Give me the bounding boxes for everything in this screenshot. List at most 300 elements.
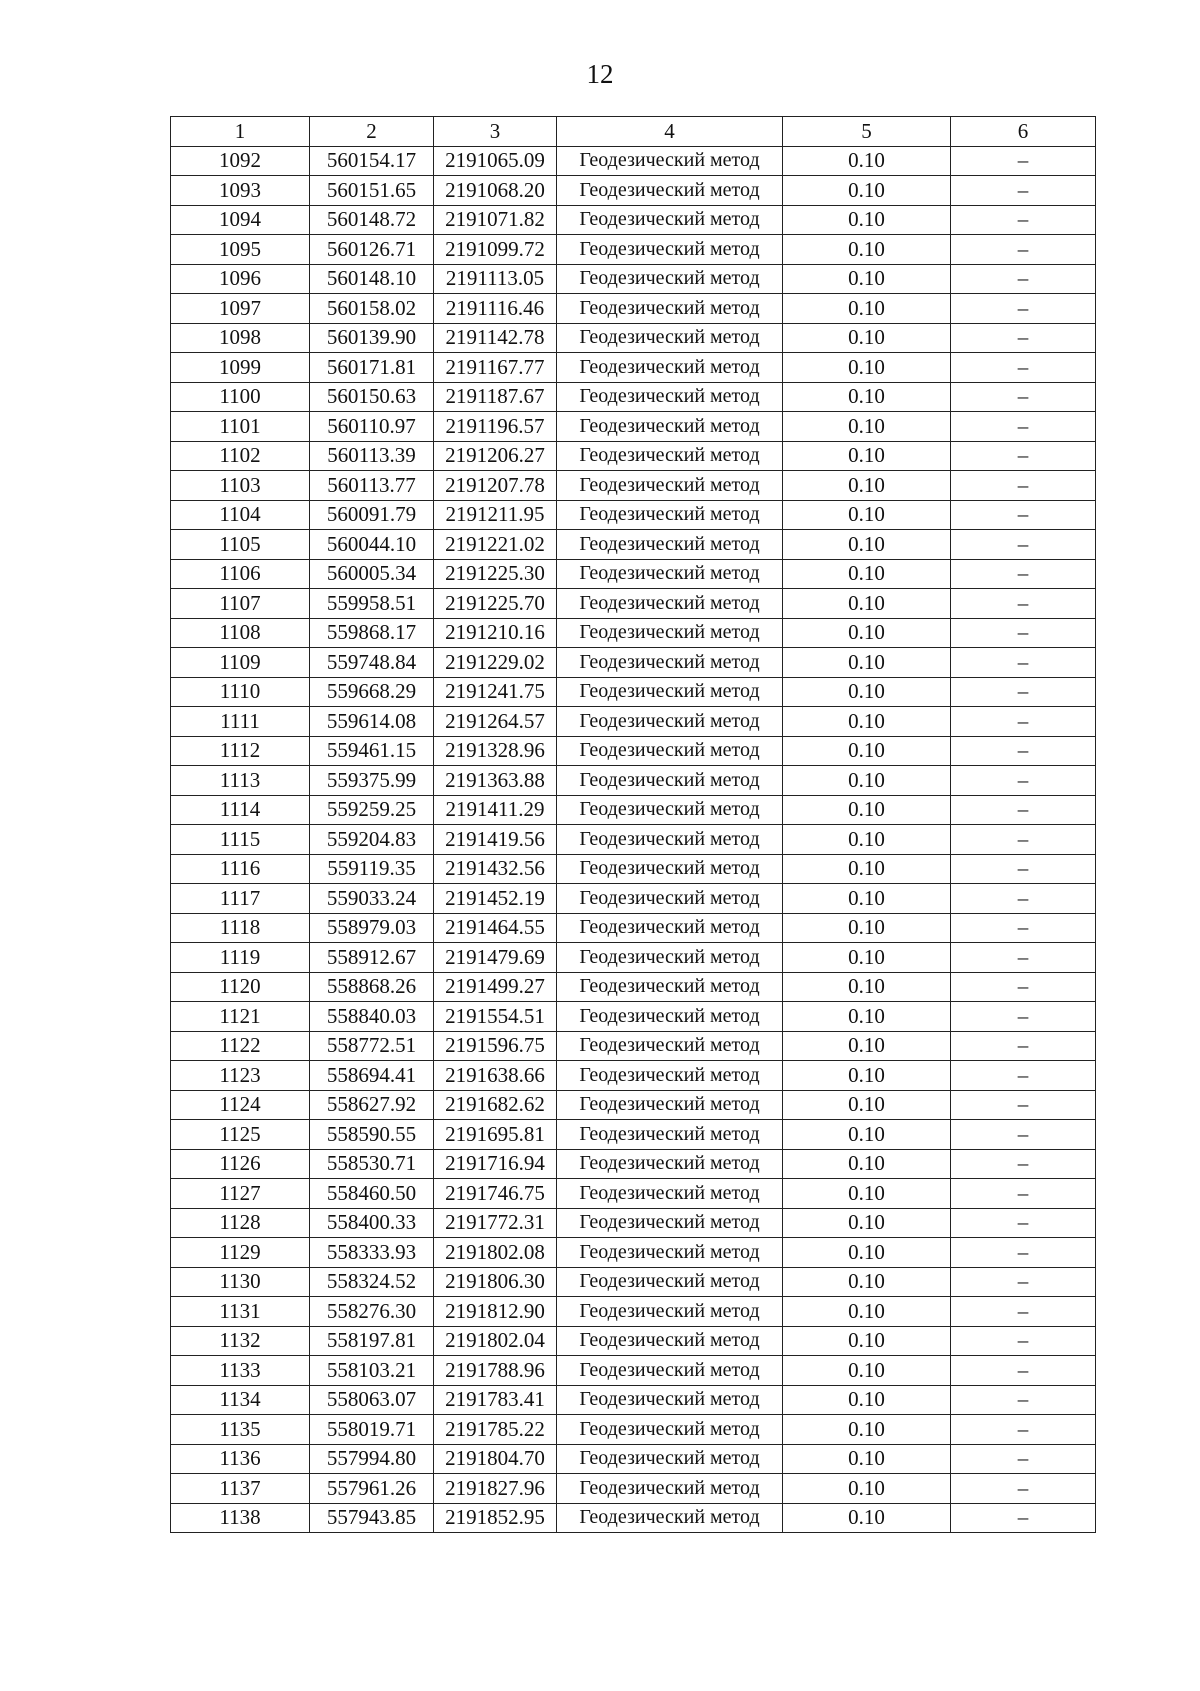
accuracy-cell: 0.10	[783, 1208, 951, 1238]
method-cell: Геодезический метод	[557, 1238, 783, 1268]
y-coordinate-cell: 2191452.19	[434, 884, 557, 914]
y-coordinate-cell: 2191071.82	[434, 205, 557, 235]
y-coordinate-cell: 2191229.02	[434, 648, 557, 678]
point-number-cell: 1127	[171, 1179, 310, 1209]
y-coordinate-cell: 2191716.94	[434, 1149, 557, 1179]
x-coordinate-cell: 560158.02	[310, 294, 434, 324]
note-cell: –	[951, 146, 1096, 176]
point-number-cell: 1131	[171, 1297, 310, 1327]
note-cell: –	[951, 1120, 1096, 1150]
method-cell: Геодезический метод	[557, 1179, 783, 1209]
accuracy-cell: 0.10	[783, 323, 951, 353]
y-coordinate-cell: 2191411.29	[434, 795, 557, 825]
column-header: 6	[951, 117, 1096, 147]
accuracy-cell: 0.10	[783, 1326, 951, 1356]
point-number-cell: 1109	[171, 648, 310, 678]
point-number-cell: 1098	[171, 323, 310, 353]
table-row	[171, 1120, 1096, 1150]
point-number-cell: 1113	[171, 766, 310, 796]
note-cell: –	[951, 825, 1096, 855]
x-coordinate-cell: 559033.24	[310, 884, 434, 914]
note-cell: –	[951, 1297, 1096, 1327]
method-cell: Геодезический метод	[557, 500, 783, 530]
x-coordinate-cell: 560126.71	[310, 235, 434, 265]
accuracy-cell: 0.10	[783, 825, 951, 855]
table-body	[171, 146, 1096, 1533]
point-number-cell: 1096	[171, 264, 310, 294]
table-row	[171, 323, 1096, 353]
x-coordinate-cell: 558590.55	[310, 1120, 434, 1150]
note-cell: –	[951, 1356, 1096, 1386]
method-cell: Геодезический метод	[557, 323, 783, 353]
accuracy-cell: 0.10	[783, 1415, 951, 1445]
x-coordinate-cell: 558400.33	[310, 1208, 434, 1238]
x-coordinate-cell: 558324.52	[310, 1267, 434, 1297]
method-cell: Геодезический метод	[557, 1326, 783, 1356]
point-number-cell: 1107	[171, 589, 310, 619]
note-cell: –	[951, 1444, 1096, 1474]
method-cell: Геодезический метод	[557, 382, 783, 412]
y-coordinate-cell: 2191211.95	[434, 500, 557, 530]
method-cell: Геодезический метод	[557, 205, 783, 235]
y-coordinate-cell: 2191187.67	[434, 382, 557, 412]
method-cell: Геодезический метод	[557, 146, 783, 176]
y-coordinate-cell: 2191116.46	[434, 294, 557, 324]
note-cell: –	[951, 913, 1096, 943]
table-row	[171, 648, 1096, 678]
note-cell: –	[951, 1090, 1096, 1120]
note-cell: –	[951, 766, 1096, 796]
accuracy-cell: 0.10	[783, 176, 951, 206]
method-cell: Геодезический метод	[557, 441, 783, 471]
x-coordinate-cell: 560154.17	[310, 146, 434, 176]
point-number-cell: 1133	[171, 1356, 310, 1386]
accuracy-cell: 0.10	[783, 677, 951, 707]
table-row	[171, 1503, 1096, 1533]
note-cell: –	[951, 854, 1096, 884]
table-row	[171, 500, 1096, 530]
table-row	[171, 766, 1096, 796]
x-coordinate-cell: 560148.72	[310, 205, 434, 235]
point-number-cell: 1130	[171, 1267, 310, 1297]
table-row	[171, 1208, 1096, 1238]
note-cell: –	[951, 943, 1096, 973]
point-number-cell: 1117	[171, 884, 310, 914]
column-header: 3	[434, 117, 557, 147]
accuracy-cell: 0.10	[783, 530, 951, 560]
note-cell: –	[951, 235, 1096, 265]
table-row	[171, 205, 1096, 235]
note-cell: –	[951, 589, 1096, 619]
y-coordinate-cell: 2191554.51	[434, 1002, 557, 1032]
x-coordinate-cell: 560091.79	[310, 500, 434, 530]
y-coordinate-cell: 2191264.57	[434, 707, 557, 737]
y-coordinate-cell: 2191142.78	[434, 323, 557, 353]
note-cell: –	[951, 1179, 1096, 1209]
table-row	[171, 176, 1096, 206]
point-number-cell: 1099	[171, 353, 310, 383]
note-cell: –	[951, 1385, 1096, 1415]
y-coordinate-cell: 2191638.66	[434, 1061, 557, 1091]
method-cell: Геодезический метод	[557, 1061, 783, 1091]
point-number-cell: 1135	[171, 1415, 310, 1445]
column-header: 2	[310, 117, 434, 147]
accuracy-cell: 0.10	[783, 1149, 951, 1179]
y-coordinate-cell: 2191210.16	[434, 618, 557, 648]
table-row	[171, 1031, 1096, 1061]
method-cell: Геодезический метод	[557, 943, 783, 973]
accuracy-cell: 0.10	[783, 1238, 951, 1268]
header-row	[171, 117, 1096, 147]
x-coordinate-cell: 558694.41	[310, 1061, 434, 1091]
y-coordinate-cell: 2191241.75	[434, 677, 557, 707]
page-number: 12	[586, 59, 614, 89]
note-cell: –	[951, 264, 1096, 294]
table-row	[171, 1474, 1096, 1504]
note-cell: –	[951, 648, 1096, 678]
accuracy-cell: 0.10	[783, 707, 951, 737]
table-row	[171, 795, 1096, 825]
point-number-cell: 1120	[171, 972, 310, 1002]
method-cell: Геодезический метод	[557, 1297, 783, 1327]
accuracy-cell: 0.10	[783, 205, 951, 235]
y-coordinate-cell: 2191068.20	[434, 176, 557, 206]
accuracy-cell: 0.10	[783, 972, 951, 1002]
accuracy-cell: 0.10	[783, 943, 951, 973]
method-cell: Геодезический метод	[557, 618, 783, 648]
coordinates-table	[170, 116, 1096, 1533]
y-coordinate-cell: 2191419.56	[434, 825, 557, 855]
table-row	[171, 1179, 1096, 1209]
table-row	[171, 471, 1096, 501]
note-cell: –	[951, 1031, 1096, 1061]
y-coordinate-cell: 2191499.27	[434, 972, 557, 1002]
accuracy-cell: 0.10	[783, 559, 951, 589]
method-cell: Геодезический метод	[557, 1002, 783, 1032]
x-coordinate-cell: 559259.25	[310, 795, 434, 825]
y-coordinate-cell: 2191225.70	[434, 589, 557, 619]
column-header: 4	[557, 117, 783, 147]
y-coordinate-cell: 2191812.90	[434, 1297, 557, 1327]
x-coordinate-cell: 559119.35	[310, 854, 434, 884]
method-cell: Геодезический метод	[557, 1208, 783, 1238]
x-coordinate-cell: 559748.84	[310, 648, 434, 678]
note-cell: –	[951, 382, 1096, 412]
note-cell: –	[951, 736, 1096, 766]
note-cell: –	[951, 205, 1096, 235]
y-coordinate-cell: 2191328.96	[434, 736, 557, 766]
accuracy-cell: 0.10	[783, 766, 951, 796]
point-number-cell: 1136	[171, 1444, 310, 1474]
note-cell: –	[951, 1503, 1096, 1533]
note-cell: –	[951, 1415, 1096, 1445]
accuracy-cell: 0.10	[783, 618, 951, 648]
x-coordinate-cell: 558197.81	[310, 1326, 434, 1356]
x-coordinate-cell: 558840.03	[310, 1002, 434, 1032]
note-cell: –	[951, 1061, 1096, 1091]
table-row	[171, 1149, 1096, 1179]
method-cell: Геодезический метод	[557, 264, 783, 294]
y-coordinate-cell: 2191682.62	[434, 1090, 557, 1120]
table-row	[171, 1267, 1096, 1297]
method-cell: Геодезический метод	[557, 884, 783, 914]
accuracy-cell: 0.10	[783, 884, 951, 914]
point-number-cell: 1126	[171, 1149, 310, 1179]
y-coordinate-cell: 2191225.30	[434, 559, 557, 589]
point-number-cell: 1125	[171, 1120, 310, 1150]
accuracy-cell: 0.10	[783, 1090, 951, 1120]
method-cell: Геодезический метод	[557, 825, 783, 855]
table-row	[171, 1238, 1096, 1268]
x-coordinate-cell: 560139.90	[310, 323, 434, 353]
accuracy-cell: 0.10	[783, 648, 951, 678]
y-coordinate-cell: 2191783.41	[434, 1385, 557, 1415]
y-coordinate-cell: 2191802.08	[434, 1238, 557, 1268]
x-coordinate-cell: 560151.65	[310, 176, 434, 206]
table-row	[171, 441, 1096, 471]
table-row	[171, 382, 1096, 412]
accuracy-cell: 0.10	[783, 264, 951, 294]
x-coordinate-cell: 558063.07	[310, 1385, 434, 1415]
table-row	[171, 1297, 1096, 1327]
point-number-cell: 1122	[171, 1031, 310, 1061]
accuracy-cell: 0.10	[783, 146, 951, 176]
table-row	[171, 677, 1096, 707]
method-cell: Геодезический метод	[557, 1474, 783, 1504]
table-row	[171, 1326, 1096, 1356]
note-cell: –	[951, 1474, 1096, 1504]
note-cell: –	[951, 1238, 1096, 1268]
x-coordinate-cell: 559204.83	[310, 825, 434, 855]
point-number-cell: 1110	[171, 677, 310, 707]
y-coordinate-cell: 2191479.69	[434, 943, 557, 973]
accuracy-cell: 0.10	[783, 795, 951, 825]
table-row	[171, 913, 1096, 943]
point-number-cell: 1095	[171, 235, 310, 265]
method-cell: Геодезический метод	[557, 1149, 783, 1179]
note-cell: –	[951, 412, 1096, 442]
method-cell: Геодезический метод	[557, 1503, 783, 1533]
point-number-cell: 1134	[171, 1385, 310, 1415]
note-cell: –	[951, 1326, 1096, 1356]
y-coordinate-cell: 2191785.22	[434, 1415, 557, 1445]
method-cell: Геодезический метод	[557, 913, 783, 943]
point-number-cell: 1111	[171, 707, 310, 737]
x-coordinate-cell: 559375.99	[310, 766, 434, 796]
y-coordinate-cell: 2191772.31	[434, 1208, 557, 1238]
y-coordinate-cell: 2191802.04	[434, 1326, 557, 1356]
table-row	[171, 1002, 1096, 1032]
method-cell: Геодезический метод	[557, 707, 783, 737]
y-coordinate-cell: 2191065.09	[434, 146, 557, 176]
method-cell: Геодезический метод	[557, 471, 783, 501]
note-cell: –	[951, 1267, 1096, 1297]
method-cell: Геодезический метод	[557, 294, 783, 324]
x-coordinate-cell: 560044.10	[310, 530, 434, 560]
method-cell: Геодезический метод	[557, 854, 783, 884]
point-number-cell: 1112	[171, 736, 310, 766]
accuracy-cell: 0.10	[783, 736, 951, 766]
x-coordinate-cell: 558530.71	[310, 1149, 434, 1179]
note-cell: –	[951, 707, 1096, 737]
point-number-cell: 1103	[171, 471, 310, 501]
note-cell: –	[951, 500, 1096, 530]
accuracy-cell: 0.10	[783, 1061, 951, 1091]
point-number-cell: 1105	[171, 530, 310, 560]
column-header: 5	[783, 117, 951, 147]
accuracy-cell: 0.10	[783, 382, 951, 412]
point-number-cell: 1092	[171, 146, 310, 176]
accuracy-cell: 0.10	[783, 1297, 951, 1327]
point-number-cell: 1093	[171, 176, 310, 206]
table-row	[171, 1061, 1096, 1091]
table-row	[171, 1090, 1096, 1120]
x-coordinate-cell: 560110.97	[310, 412, 434, 442]
method-cell: Геодезический метод	[557, 795, 783, 825]
y-coordinate-cell: 2191596.75	[434, 1031, 557, 1061]
y-coordinate-cell: 2191804.70	[434, 1444, 557, 1474]
table-row	[171, 589, 1096, 619]
x-coordinate-cell: 560005.34	[310, 559, 434, 589]
method-cell: Геодезический метод	[557, 766, 783, 796]
note-cell: –	[951, 1149, 1096, 1179]
note-cell: –	[951, 176, 1096, 206]
method-cell: Геодезический метод	[557, 1267, 783, 1297]
accuracy-cell: 0.10	[783, 1356, 951, 1386]
note-cell: –	[951, 559, 1096, 589]
accuracy-cell: 0.10	[783, 1179, 951, 1209]
table-row	[171, 294, 1096, 324]
point-number-cell: 1101	[171, 412, 310, 442]
table-row	[171, 943, 1096, 973]
note-cell: –	[951, 677, 1096, 707]
x-coordinate-cell: 559668.29	[310, 677, 434, 707]
accuracy-cell: 0.10	[783, 589, 951, 619]
y-coordinate-cell: 2191788.96	[434, 1356, 557, 1386]
method-cell: Геодезический метод	[557, 1444, 783, 1474]
point-number-cell: 1129	[171, 1238, 310, 1268]
table-header	[171, 117, 1096, 147]
y-coordinate-cell: 2191806.30	[434, 1267, 557, 1297]
point-number-cell: 1114	[171, 795, 310, 825]
table-row	[171, 854, 1096, 884]
table-row	[171, 1415, 1096, 1445]
method-cell: Геодезический метод	[557, 353, 783, 383]
point-number-cell: 1097	[171, 294, 310, 324]
note-cell: –	[951, 323, 1096, 353]
x-coordinate-cell: 559958.51	[310, 589, 434, 619]
x-coordinate-cell: 558912.67	[310, 943, 434, 973]
method-cell: Геодезический метод	[557, 736, 783, 766]
table-row	[171, 146, 1096, 176]
y-coordinate-cell: 2191432.56	[434, 854, 557, 884]
accuracy-cell: 0.10	[783, 1444, 951, 1474]
note-cell: –	[951, 795, 1096, 825]
x-coordinate-cell: 557961.26	[310, 1474, 434, 1504]
x-coordinate-cell: 560113.39	[310, 441, 434, 471]
accuracy-cell: 0.10	[783, 1002, 951, 1032]
table-row	[171, 736, 1096, 766]
accuracy-cell: 0.10	[783, 1120, 951, 1150]
x-coordinate-cell: 559614.08	[310, 707, 434, 737]
method-cell: Геодезический метод	[557, 1385, 783, 1415]
x-coordinate-cell: 560113.77	[310, 471, 434, 501]
method-cell: Геодезический метод	[557, 235, 783, 265]
y-coordinate-cell: 2191695.81	[434, 1120, 557, 1150]
y-coordinate-cell: 2191852.95	[434, 1503, 557, 1533]
accuracy-cell: 0.10	[783, 471, 951, 501]
y-coordinate-cell: 2191207.78	[434, 471, 557, 501]
y-coordinate-cell: 2191206.27	[434, 441, 557, 471]
note-cell: –	[951, 1002, 1096, 1032]
y-coordinate-cell: 2191167.77	[434, 353, 557, 383]
accuracy-cell: 0.10	[783, 1031, 951, 1061]
x-coordinate-cell: 558772.51	[310, 1031, 434, 1061]
y-coordinate-cell: 2191746.75	[434, 1179, 557, 1209]
y-coordinate-cell: 2191363.88	[434, 766, 557, 796]
method-cell: Геодезический метод	[557, 1090, 783, 1120]
point-number-cell: 1115	[171, 825, 310, 855]
method-cell: Геодезический метод	[557, 677, 783, 707]
method-cell: Геодезический метод	[557, 648, 783, 678]
point-number-cell: 1106	[171, 559, 310, 589]
x-coordinate-cell: 558019.71	[310, 1415, 434, 1445]
table-row	[171, 1444, 1096, 1474]
point-number-cell: 1132	[171, 1326, 310, 1356]
table-row	[171, 1356, 1096, 1386]
table-row	[171, 264, 1096, 294]
point-number-cell: 1128	[171, 1208, 310, 1238]
accuracy-cell: 0.10	[783, 412, 951, 442]
x-coordinate-cell: 558868.26	[310, 972, 434, 1002]
point-number-cell: 1137	[171, 1474, 310, 1504]
note-cell: –	[951, 353, 1096, 383]
point-number-cell: 1138	[171, 1503, 310, 1533]
y-coordinate-cell: 2191827.96	[434, 1474, 557, 1504]
note-cell: –	[951, 530, 1096, 560]
note-cell: –	[951, 1208, 1096, 1238]
note-cell: –	[951, 972, 1096, 1002]
accuracy-cell: 0.10	[783, 353, 951, 383]
table-row	[171, 235, 1096, 265]
y-coordinate-cell: 2191196.57	[434, 412, 557, 442]
note-cell: –	[951, 618, 1096, 648]
method-cell: Геодезический метод	[557, 559, 783, 589]
point-number-cell: 1124	[171, 1090, 310, 1120]
x-coordinate-cell: 560171.81	[310, 353, 434, 383]
table-row	[171, 707, 1096, 737]
method-cell: Геодезический метод	[557, 1356, 783, 1386]
point-number-cell: 1100	[171, 382, 310, 412]
x-coordinate-cell: 558103.21	[310, 1356, 434, 1386]
accuracy-cell: 0.10	[783, 1267, 951, 1297]
table-row	[171, 884, 1096, 914]
x-coordinate-cell: 558333.93	[310, 1238, 434, 1268]
accuracy-cell: 0.10	[783, 1474, 951, 1504]
point-number-cell: 1094	[171, 205, 310, 235]
note-cell: –	[951, 441, 1096, 471]
table-row	[171, 825, 1096, 855]
point-number-cell: 1102	[171, 441, 310, 471]
y-coordinate-cell: 2191113.05	[434, 264, 557, 294]
method-cell: Геодезический метод	[557, 1031, 783, 1061]
y-coordinate-cell: 2191099.72	[434, 235, 557, 265]
y-coordinate-cell: 2191221.02	[434, 530, 557, 560]
x-coordinate-cell: 558460.50	[310, 1179, 434, 1209]
accuracy-cell: 0.10	[783, 235, 951, 265]
table-row	[171, 353, 1096, 383]
table-row	[171, 559, 1096, 589]
